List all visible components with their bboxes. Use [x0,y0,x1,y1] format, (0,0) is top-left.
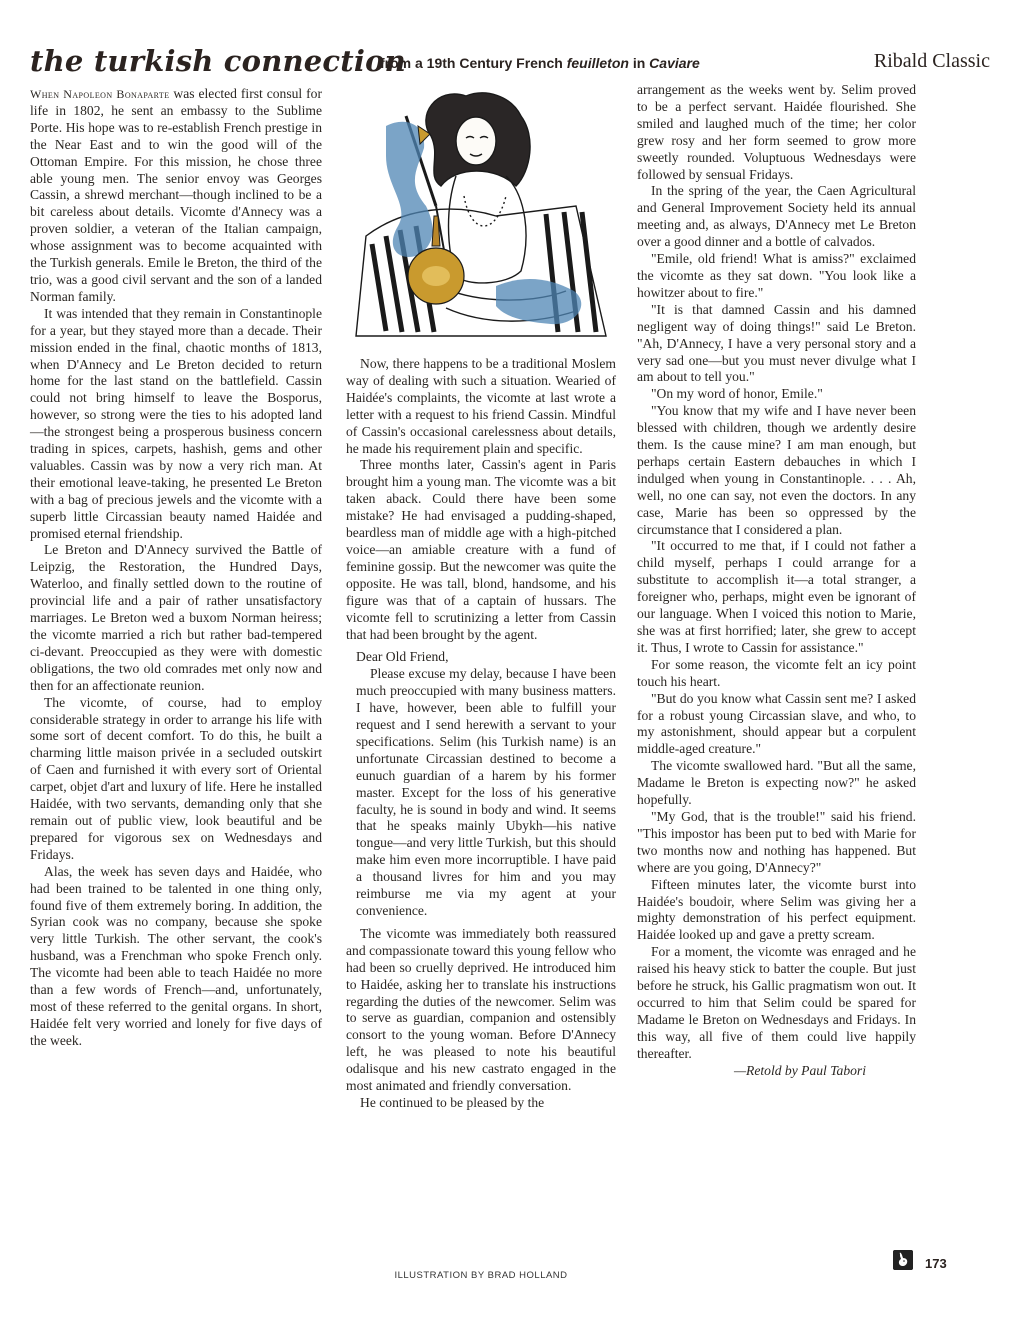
article-title: the turkish connection [30,44,406,78]
paragraph: In the spring of the year, the Caen Agricultural and General Improvement Society held its annual meeting and, as always, D'Annecy met Le Breton over a good dinner and a bottle of calvados. [637,183,916,250]
paragraph: Now, there happens to be a traditional Moslem way of dealing with such a situation. Wearied of Haidée's complaints, the vicomte at last wrote a letter with a request to his friend Cassin. Mindful of Cassin's occasional carelessness about details, he made his requirement plain and specific. [346,356,616,456]
subtitle-middle: in [628,55,650,71]
illustration-credit: ILLUSTRATION BY BRAD HOLLAND [394,1270,568,1281]
paragraph: Three months later, Cassin's agent in Paris brought him a young man. The vicomte was a bit taken aback. Could there have been some mistake? He had envisaged a pudding-shaped, beardless man of middle age with a high-pitched voice—an amiable creature with a fund of feminine gossip. But the newcomer was quite the opposite. He was tall, blond, handsome, and his figure was that of a captain of hussars. The vicomte fell to scrutinizing a letter from Cassin that had been brought by the agent. [346,457,616,642]
section-label: Ribald Classic [873,50,990,72]
column-2 [346,356,616,1112]
illustration-odalisque [346,86,622,342]
paragraph: "My God, that is the trouble!" said his friend. "This impostor has been put to bed with Marie for two months now and nothing has happened. But where are you going, D'Annecy?" [637,808,916,875]
rabbit-logo-icon [893,1250,913,1270]
paragraph: The vicomte swallowed hard. "But all the same, Madame le Breton is expecting now?" he asked hopefully. [637,758,916,808]
paragraph [30,86,322,306]
letter-salutation: Dear Old Friend, [356,649,449,665]
paragraph: For some reason, the vicomte felt an icy point touch his heart. [637,656,916,689]
paragraph-text: was elected first consul for life in 1802, he sent an embassy to the Sublime Porte. His hope was to re-establish French prestige in the Near East and to win the good will of the Ottoman Empire. For this mission, he chose three able young men. The senior envoy was Georges Cassin, a shrewd merchant—though inclined to be a bit careless about details. Vicomte d'Annecy was a proven soldier, a veteran of the Italian campaign, whose assignment was to become acquainted with the Turkish generals. Emile le Breton, the third of the trio, was a good civil servant and the son of a landed Norman family. [30,86,322,304]
subtitle-prefix: from a 19th Century French [380,55,567,71]
paragraph: Alas, the week has seven days and Haidée, who had been trained to be talented in one thing only, found five of them extremely boring. In addition, the Syrian cook was no company, because she spoke very little Turkish. The other servant, the cook's husband, was a Frenchman who spoke French only. The vicomte had been able to teach Haidée no more than a few words of French—and, unfortunately, most of these referred to the genital organs. In short, Haidée felt very worried and lonely for five days of the week. [30,863,322,1048]
column-3 [637,82,916,1079]
paragraph: "Emile, old friend! What is amiss?" exclaimed the vicomte as they sat down. "You look like a howitzer about to fire." [637,251,916,300]
lead-in: When Napoleon Bonaparte [30,87,170,101]
paragraph: It was intended that they remain in Constantinople for a year, but they stayed more than a decade. Their mission ended in the final, chaotic months of 1813, when D'Annecy and Le Breton decided to return home for the last stand on the battlefield. Cassin could not bring himself to leave the Bosporus, however, so strong were the ties to his adopted land—the strongest being a prosperous business concern trading in spices, carpets, hashish, gems and other valuables. Cassin was by now a very rich man. At their emotional leave-taking, he presented Le Breton with a bag of precious jewels and the vicomte with a superb little Circassian beauty named Haidée and promised eternal friendship. [30,305,322,541]
paragraph: Fifteen minutes later, the vicomte burst into Haidée's boudoir, where Selim was giving her a mighty demonstration of his perfect equipment. Haidée looked up and gave a pretty scream. [637,876,916,943]
paragraph: For a moment, the vicomte was enraged and he raised his heavy stick to batter the couple. But just before he struck, his Gallic pragmatism won out. It occurred to him that Selim could be spared for Madame le Breton on Wednesdays and Fridays. In this way, all five of them could live happily thereafter. [637,944,916,1061]
paragraph: "It is that damned Cassin and his damned negligent way of doing things!" said Le Breton. "Ah, D'Annecy, I have a very personal story and a very sad one—but you must never divulge what I am about to tell you." [637,301,916,385]
paragraph: "On my word of honor, Emile." [651,386,823,402]
page-header [30,44,990,80]
letter-body: Please excuse my delay, because I have been much preoccupied with many business matters. I have, however, been able to fulfill your request and I send herewith a servant to your specifications. Selim (his Turkish name) is an unfortunate Circassian destined to become a eunuch guardian of a harem by his former master. Except for the loss of his generative faculty, he is sound in body and wind. It seems that he speaks mainly Ubykh—his native tongue—and very little Turkish, but this should make him even more incorruptible. I have paid a thousand livres for him and you may reimburse me via my agent at your convenience. [356,666,616,918]
page-number: 173 [925,1256,947,1271]
byline: —Retold by Paul Tabori [733,1062,866,1078]
paragraph: "But do you know what Cassin sent me? I asked for a robust young Circassian slave, and who, to my astonishment, should appear but a corpulent middle-aged creature." [637,690,916,757]
article-subtitle [380,55,700,71]
paragraph: He continued to be pleased by the [360,1094,545,1110]
paragraph: Le Breton and D'Annecy survived the Battle of Leipzig, the Restoration, the Hundred Days, Waterloo, and finally settled down to the routine of provincial life and a pair of rather unsatisfactory marriages. Le Breton wed a buxom Norman heiress; the vicomte married a rich but rather bad-tempered ci-devant. Preoccupied as they were with domestic obligations, the two old comrades met only now and then for an affectionate reunion. [30,542,322,693]
subtitle-magazine: Caviare [649,55,700,71]
subtitle-italic: feuilleton [566,55,629,71]
column-1 [30,86,322,1050]
paragraph: arrangement as the weeks went by. Selim proved to be a perfect servant. Haidée flourished. She smiled and laughed much of the time; her color grew rosy and her form seemed to grow more sweetly rounded. Voluptuous Wednesdays were followed by sensual Fridays. [637,82,916,182]
paragraph: "You know that my wife and I have never been blessed with children, though we ardently desire them. Is the cause mine? I am man enough, but perhaps certain Eastern debauches in which I indulged when young in Constantinople. . . . Ah, well, no one can say, not even the doctors. In any case, Marie has been so oppressed by the circumstance that I considered a plan. [637,403,916,537]
paragraph: "It occurred to me that, if I could not father a child myself, perhaps I could arrange for a substitute to accomplish it—a total stranger, a foreigner who, perhaps, might even be ignorant of our language. When I voiced this notion to Marie, she was at first horrified; later, she grew to accept it. Thus, I wrote to Cassin for assistance." [637,538,916,655]
paragraph: The vicomte was immediately both reassured and compassionate toward this young fellow who had been so cruelly deprived. He introduced him to Haidée, asking her to translate his instructions regarding the duties of the newcomer. Selim was to serve as guardian, companion and ostensibly consort to the young woman. Before D'Annecy left, he was pleased to note his beautiful odalisque and his new castrato engaged in the most animated and friendly conversation. [346,925,616,1094]
paragraph: The vicomte, of course, had to employ considerable strategy in order to arrange his life with some sort of decent comfort. To do this, he built a charming little maison privée in a secluded outskirt of Caen and furnished it with every sort of Oriental carpet, objet d'art and luxury of life. Here he installed Haidée, with two servants, demanding only that she remain out of public view, look beautiful and be prepared for vigorous sex on Wednesdays and Fridays. [30,694,322,862]
